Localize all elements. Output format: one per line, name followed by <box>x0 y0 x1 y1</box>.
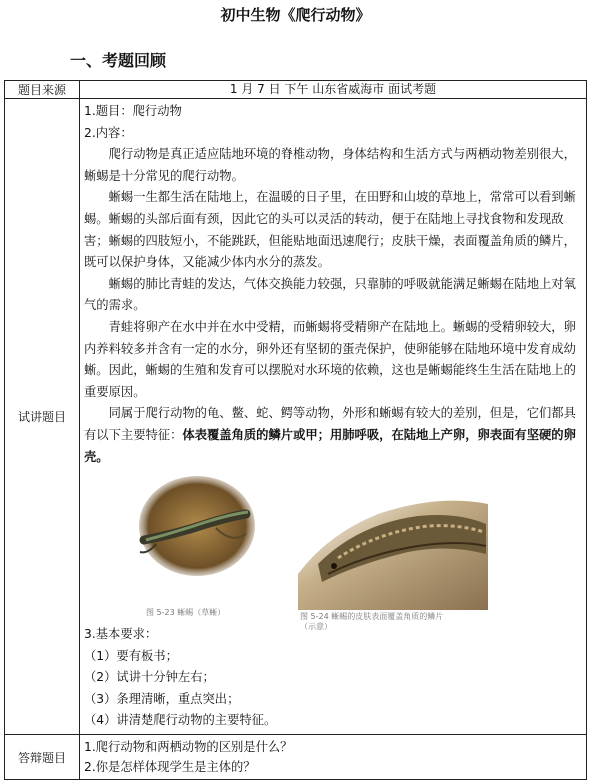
figure-1-caption: 图 5-23 蜥蜴（草蜥） <box>146 608 226 618</box>
defense-question-1: 1.爬行动物和两栖动物的区别是什么？ <box>84 740 293 755</box>
lecture-content <box>80 99 587 735</box>
figures <box>84 474 582 632</box>
defense-row <box>5 735 587 780</box>
paragraph-2: 蜥蜴一生都生活在陆地上，在温暖的日子里，在田野和山坡的草地上，常常可以看到蜥蜴。蜥蜴的头部后面有颈，因此它的头可以灵活的转动，便于在陆地上寻找食物和发现敌害；蜥蜴的四肢短小，不能跳跃，但能贴地面迅速爬行；皮肤干燥，表面覆盖角质的鳞片，既可以保护身体，又能减少体内水分的蒸发。 <box>84 190 576 270</box>
source-value: 1 月 7 日 下午 山东省威海市 面试考题 <box>80 81 587 99</box>
topic-line: 1.题目：爬行动物 <box>84 104 182 118</box>
requirement-1: （1）要有板书； <box>84 648 178 663</box>
content-heading: 2.内容： <box>84 125 133 140</box>
lecture-row <box>5 99 587 735</box>
source-label: 题目来源 <box>5 81 80 99</box>
lecture-label: 试讲题目 <box>5 99 80 735</box>
defense-label: 答辩题目 <box>5 735 80 780</box>
paragraph-1: 爬行动物是真正适应陆地环境的脊椎动物，身体结构和生活方式与两栖动物差别很大，蜥蜴是十分常见的爬行动物。 <box>84 147 576 183</box>
paragraph-5 <box>84 403 582 468</box>
requirements-heading: 3.基本要求： <box>84 627 158 642</box>
lizard-photo-2 <box>298 474 488 610</box>
page-title: 初中生物《爬行动物》 <box>220 6 371 24</box>
defense-question-2: 2.你是怎样体现学生是主体的？ <box>84 760 256 775</box>
key-features-text: 体表覆盖角质的鳞片或甲；用肺呼吸，在陆地上产卵，卵表面有坚硬的卵壳。 <box>84 427 576 464</box>
defense-content <box>80 735 587 780</box>
paragraph-5-text: 同属于爬行动物的龟、鳖、蛇、鳄等动物，外形和蜥蜴有较大的差别，但是，它们都具有以下主要特征： <box>84 406 576 442</box>
section-heading: 一、考题回顾 <box>70 51 167 70</box>
source-row <box>5 81 587 99</box>
exam-table <box>4 80 587 780</box>
figure-2-caption: 图 5-24 蜥蜴的皮肤表面覆盖角质的鳞片（示意） <box>300 612 444 632</box>
paragraph-3: 蜥蜴的肺比青蛙的发达，气体交换能力较强，只靠肺的呼吸就能满足蜥蜴在陆地上对氧气的需求。 <box>84 276 576 313</box>
requirement-3: （3）条理清晰，重点突出； <box>84 691 240 706</box>
paragraph-4: 青蛙将卵产在水中并在水中受精，而蜥蜴将受精卵产在陆地上。蜥蜴的受精卵较大，卵内养料较多并含有一定的水分，卵外还有坚韧的蛋壳保护，使卵能够在陆地环境中发育成幼蜥。因此，蜥蜴的生殖和发育可以摆脱对水环境的依赖，这也是蜥蜴能终生生活在陆地上的重要原因。 <box>84 319 576 399</box>
lizard-photo-1 <box>136 474 258 598</box>
requirement-2: （2）试讲十分钟左右； <box>84 670 215 685</box>
requirement-4: （4）讲清楚爬行动物的主要特征。 <box>84 713 277 728</box>
